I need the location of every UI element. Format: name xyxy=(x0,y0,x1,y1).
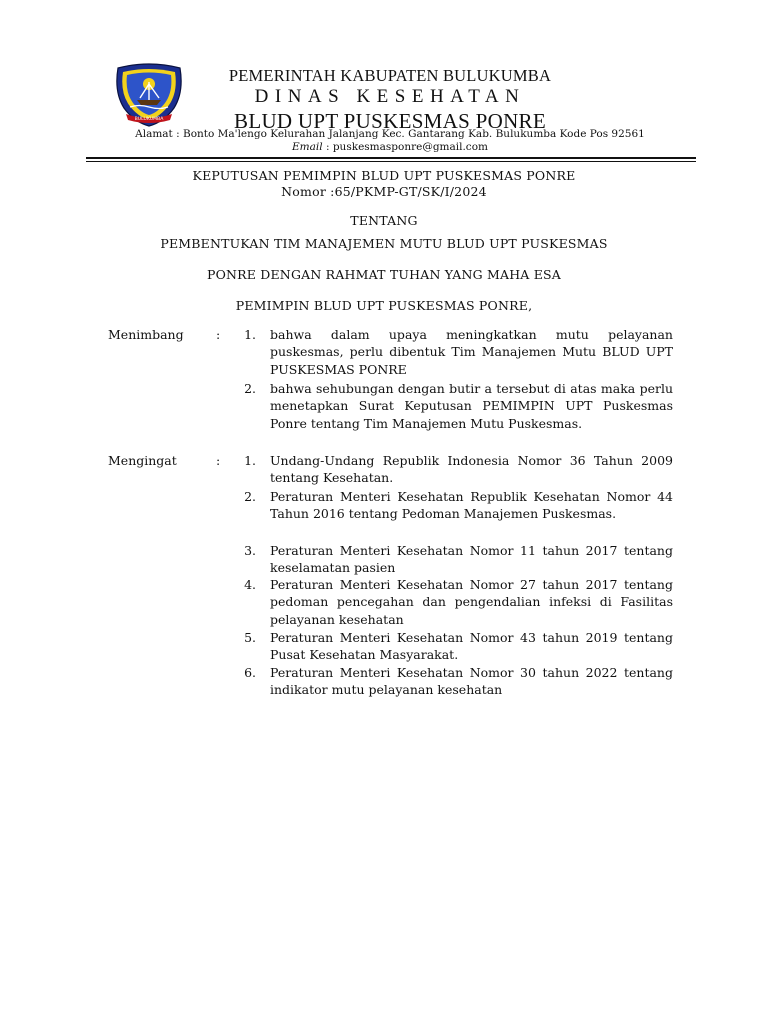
decision-title: KEPUTUSAN PEMIMPIN BLUD UPT PUSKESMAS PONRE xyxy=(192,168,576,183)
mengingat-item-text: Peraturan Menteri Kesehatan Nomor 11 tahun 2017 tentang keselamatan pasien xyxy=(270,543,673,576)
letterhead-divider-thin xyxy=(86,161,696,162)
mengingat-item-text: Peraturan Menteri Kesehatan Nomor 30 tahun 2022 tentang indikator mutu pelayanan kesehatan xyxy=(270,665,673,698)
decision-subject: PEMBENTUKAN TIM MANAJEMEN MUTU BLUD UPT PUSKESMAS xyxy=(160,236,608,251)
mengingat-item-text: Peraturan Menteri Kesehatan Nomor 27 tahun 2017 tentang pedoman pencegahan dan pengendalian infeksi di Fasilitas pelayanan kesehatan xyxy=(270,577,673,627)
menimbang-item-text: bahwa dalam upaya meningkatkan mutu pelayanan puskesmas, perlu dibentuk Tim Manajemen Mutu BLUD UPT PUSKESMAS PONRE xyxy=(270,327,673,377)
menimbang-item-text: bahwa sehubungan dengan butir a tersebut di atas maka perlu menetapkan Surat Keputusan PEMIMPIN UPT Puskesmas Ponre tentang Tim Manajemen Mutu Puskesmas. xyxy=(270,381,673,431)
menimbang-item-number: 2. xyxy=(244,381,256,396)
letterhead-divider-thick xyxy=(86,157,696,159)
agency-name: DINAS KESEHATAN xyxy=(254,86,526,107)
menimbang-colon: : xyxy=(216,327,221,342)
mengingat-item-number: 6. xyxy=(244,665,256,680)
menimbang-label: Menimbang xyxy=(108,327,184,342)
address-line: Alamat : Bonto Ma'lengo Kelurahan Jalanjang Kec. Gantarang Kab. Bulukumba Kode Pos 92561 xyxy=(135,128,645,140)
email-line xyxy=(70,140,710,154)
mengingat-label: Mengingat xyxy=(108,453,177,468)
authority-heading: PEMIMPIN BLUD UPT PUSKESMAS PONRE, xyxy=(235,298,533,313)
decision-subject-continued: PONRE DENGAN RAHMAT TUHAN YANG MAHA ESA xyxy=(206,267,562,282)
mengingat-item-number: 4. xyxy=(244,577,256,592)
mengingat-item-number: 1. xyxy=(244,453,256,468)
email-label: Email xyxy=(292,141,323,153)
menimbang-item-number: 1. xyxy=(244,327,256,342)
mengingat-item-text: Peraturan Menteri Kesehatan Republik Kesehatan Nomor 44 Tahun 2016 tentang Pedoman Manajemen Puskesmas. xyxy=(270,489,673,522)
mengingat-item-text: Undang-Undang Republik Indonesia Nomor 36 Tahun 2009 tentang Kesehatan. xyxy=(270,453,673,486)
emblem-banner-text: BULUKUMBA xyxy=(134,117,164,122)
letterhead-text xyxy=(190,66,590,134)
mengingat-colon: : xyxy=(216,453,221,468)
about-heading: TENTANG xyxy=(350,213,418,228)
government-name: PEMERINTAH KABUPATEN BULUKUMBA xyxy=(228,66,552,85)
regency-emblem-logo xyxy=(112,62,186,128)
institution-name: BLUD UPT PUSKESMAS PONRE xyxy=(234,109,546,133)
mengingat-item-number: 2. xyxy=(244,489,256,504)
email-value: : puskesmasponre@gmail.com xyxy=(322,141,488,153)
mengingat-item-number: 5. xyxy=(244,630,256,645)
mengingat-item-number: 3. xyxy=(244,543,256,558)
mengingat-item-text: Peraturan Menteri Kesehatan Nomor 43 tahun 2019 tentang Pusat Kesehatan Masyarakat. xyxy=(270,630,673,663)
decision-number: Nomor :65/PKMP-GT/SK/I/2024 xyxy=(281,184,487,199)
